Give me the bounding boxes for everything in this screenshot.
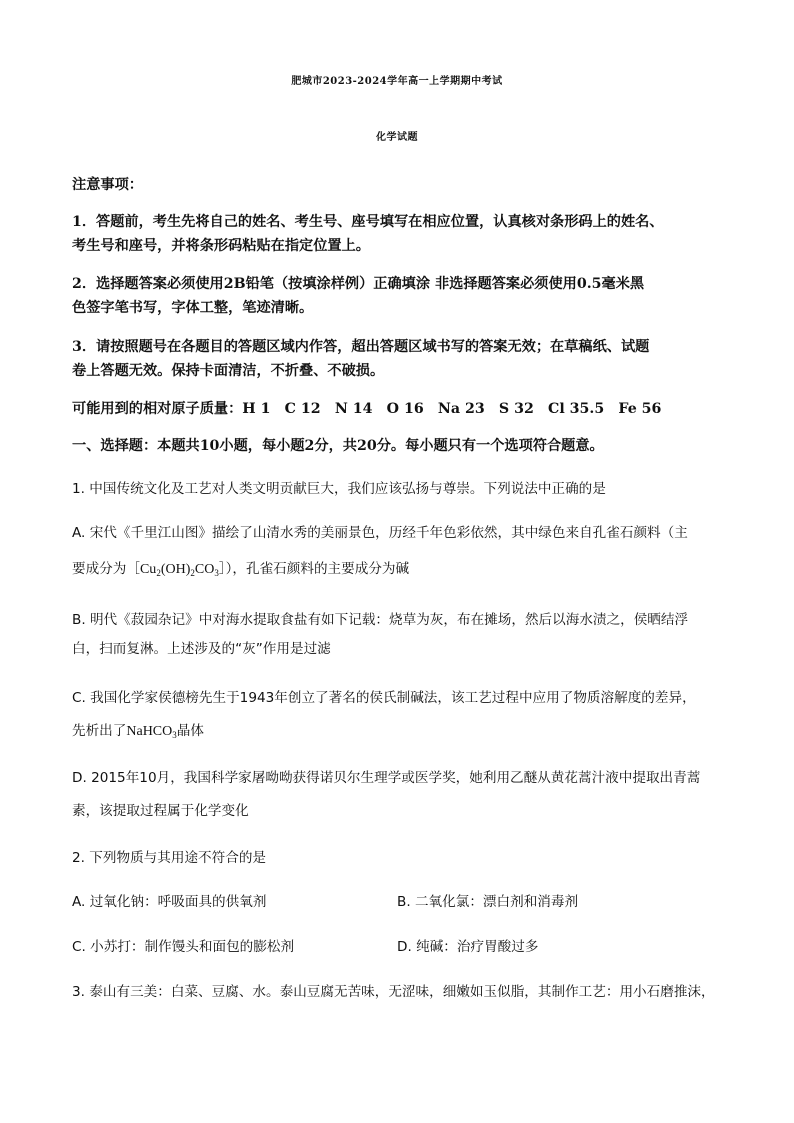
notice-item-3-line-1: 3．请按照题号在各题目的答题区域内作答，超出答题区域书写的答案无效；在草稿纸、试题 [72, 339, 650, 355]
notice-item-2-line-2: 色签字笔书写，字体工整，笔迹清晰。 [72, 300, 314, 316]
formula-nahco-subscript: 3 [172, 730, 177, 740]
option-a-text-post: ］），孔雀石颜料的主要成分为碱 [218, 561, 410, 577]
question-2-option-d: D. 纯碱：治疗胃酸过多 [397, 939, 539, 955]
question-1-stem: 1. 中国传统文化及工艺对人类文明贡献巨大，我们应该弘扬与尊崇。下列说法中正确的是 [72, 481, 606, 497]
question-2-option-b: B. 二氧化氯：漂白剂和消毒剂 [397, 894, 579, 910]
formula-co-subscript: 3 [214, 568, 219, 578]
section-1-heading: 一、选择题：本题共10小题，每小题2分，共20分。每小题只有一个选项符合题意。 [72, 438, 604, 454]
question-1-option-a-line-2 [72, 559, 728, 583]
option-c-text-pre: 先析出了 [72, 723, 127, 739]
option-c-text-post: 晶体 [176, 723, 204, 739]
question-2-stem: 2. 下列物质与其用途不符合的是 [72, 850, 267, 866]
question-2-option-a: A. 过氧化钠：呼吸面具的供氧剂 [72, 894, 267, 910]
formula-oh-subscript: 2 [190, 568, 195, 578]
question-2-option-c: C. 小苏打：制作馒头和面包的膨松剂 [72, 939, 295, 955]
question-1-option-d-line-2: 素，该提取过程属于化学变化 [72, 803, 249, 819]
question-1-option-d-line-1: D. 2015年10月，我国科学家屠呦呦获得诺贝尔生理学或医学奖，她利用乙醚从黄花蒿汁液中提取出青蒿 [72, 770, 701, 786]
formula-co: CO [194, 562, 215, 577]
notice-item-1-line-1: 1．答题前，考生先将自己的姓名、考生号、座号填写在相应位置，认真核对条形码上的姓名、 [72, 214, 664, 230]
option-a-text-pre: 要成分为［ [72, 561, 140, 577]
formula-cu: Cu [139, 562, 157, 577]
formula-oh: (OH) [160, 562, 191, 577]
notice-heading: 注意事项： [72, 177, 143, 193]
page-subtitle: 化学试题 [376, 132, 418, 143]
notice-item-1-line-2: 考生号和座号，并将条形码粘贴在指定位置上。 [72, 238, 370, 254]
notice-item-2-line-1: 2．选择题答案必须使用2B铅笔（按填涂样例）正确填涂 非选择题答案必须使用0.5毫米黑 [72, 276, 645, 292]
page-title: 肥城市2023-2024学年高一上学期期中考试 [291, 76, 503, 87]
sodium-bicarbonate-formula [126, 724, 176, 739]
formula-cu-subscript: 2 [156, 568, 161, 578]
question-3-stem: 3. 泰山有三美：白菜、豆腐、水。泰山豆腐无苦味，无涩味，细嫩如玉似脂，其制作工艺：用小石磨推沫， [72, 984, 715, 1000]
question-1-option-c-line-1: C. 我国化学家侯德榜先生于1943年创立了著名的侯氏制碱法，该工艺过程中应用了物质溶解度的差异， [72, 690, 696, 706]
notice-item-3-line-2: 卷上答题无效。保持卡面清洁，不折叠、不破损。 [72, 363, 385, 379]
question-1-option-b-line-1: B. 明代《菽园杂记》中对海水提取食盐有如下记载：烧草为灰，布在摊场，然后以海水渍之，侯晒结浮 [72, 612, 689, 628]
malachite-formula [140, 562, 219, 577]
atomic-masses: 可能用到的相对原子质量：H 1 C 12 N 14 O 16 Na 23 S 32 Cl 35.5 Fe 56 [72, 401, 662, 417]
question-1-option-b-line-2: 白，扫而复淋。上述涉及的“灰”作用是过滤 [72, 641, 331, 657]
question-1-option-c-line-2 [72, 721, 728, 745]
question-1-option-a-line-1: A. 宋代《千里江山图》描绘了山清水秀的美丽景色，历经千年色彩依然，其中绿色来自孔雀石颜料（主 [72, 525, 688, 541]
formula-nahco: NaHCO [126, 724, 173, 739]
